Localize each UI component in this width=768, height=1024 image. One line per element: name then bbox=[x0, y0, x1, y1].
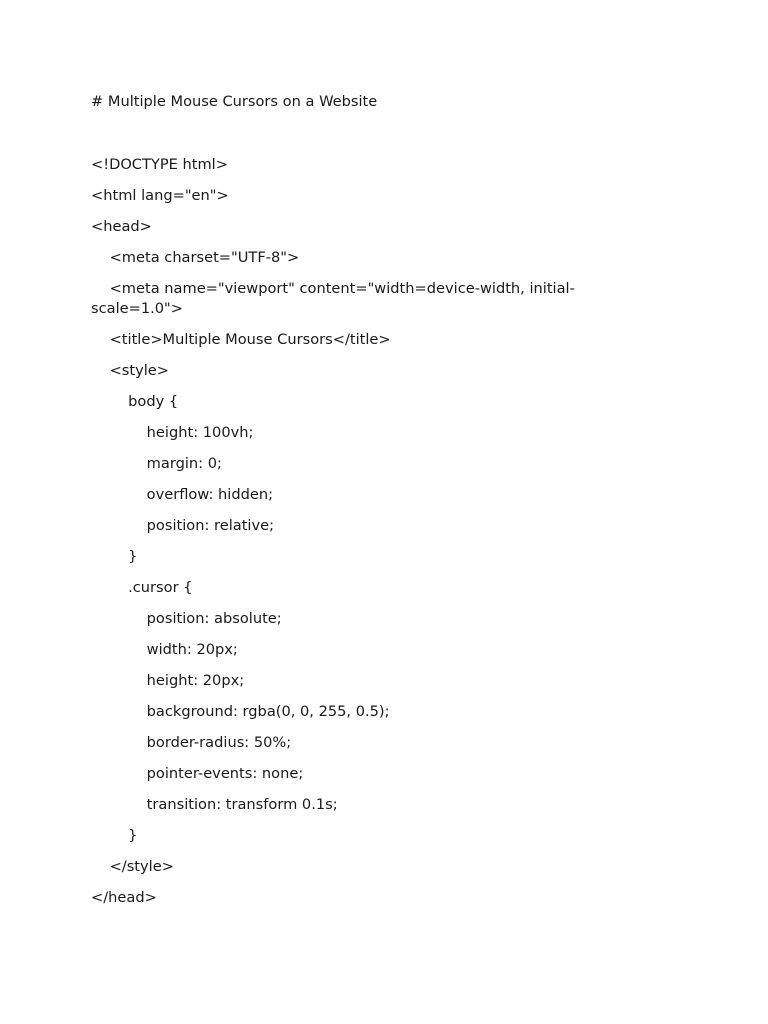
code-line: } bbox=[91, 548, 138, 565]
code-listing bbox=[91, 155, 611, 919]
code-line: transition: transform 0.1s; bbox=[91, 796, 338, 813]
code-line: <style> bbox=[91, 362, 170, 379]
code-line: } bbox=[91, 827, 138, 844]
document-heading: # Multiple Mouse Cursors on a Website bbox=[91, 93, 378, 110]
code-line: margin: 0; bbox=[91, 455, 222, 472]
code-line: <title>Multiple Mouse Cursors</title> bbox=[91, 331, 391, 348]
code-line: <!DOCTYPE html> bbox=[91, 156, 228, 173]
code-line: </style> bbox=[91, 858, 174, 875]
code-line: height: 100vh; bbox=[91, 424, 254, 441]
code-line: width: 20px; bbox=[91, 641, 238, 658]
code-line: pointer-events: none; bbox=[91, 765, 304, 782]
code-line: border-radius: 50%; bbox=[91, 734, 292, 751]
code-line: position: relative; bbox=[91, 517, 274, 534]
code-line: overflow: hidden; bbox=[91, 486, 274, 503]
code-line: <meta name="viewport" content="width=device-width, initial-scale=1.0"> bbox=[91, 280, 575, 317]
code-line: </head> bbox=[91, 889, 157, 906]
code-line: <html lang="en"> bbox=[91, 187, 229, 204]
code-line: height: 20px; bbox=[91, 672, 245, 689]
code-line: .cursor { bbox=[91, 579, 193, 596]
code-line: <head> bbox=[91, 218, 152, 235]
code-line: background: rgba(0, 0, 255, 0.5); bbox=[91, 703, 390, 720]
code-line: position: absolute; bbox=[91, 610, 282, 627]
code-line: body { bbox=[91, 393, 179, 410]
code-line: <meta charset="UTF-8"> bbox=[91, 249, 300, 266]
